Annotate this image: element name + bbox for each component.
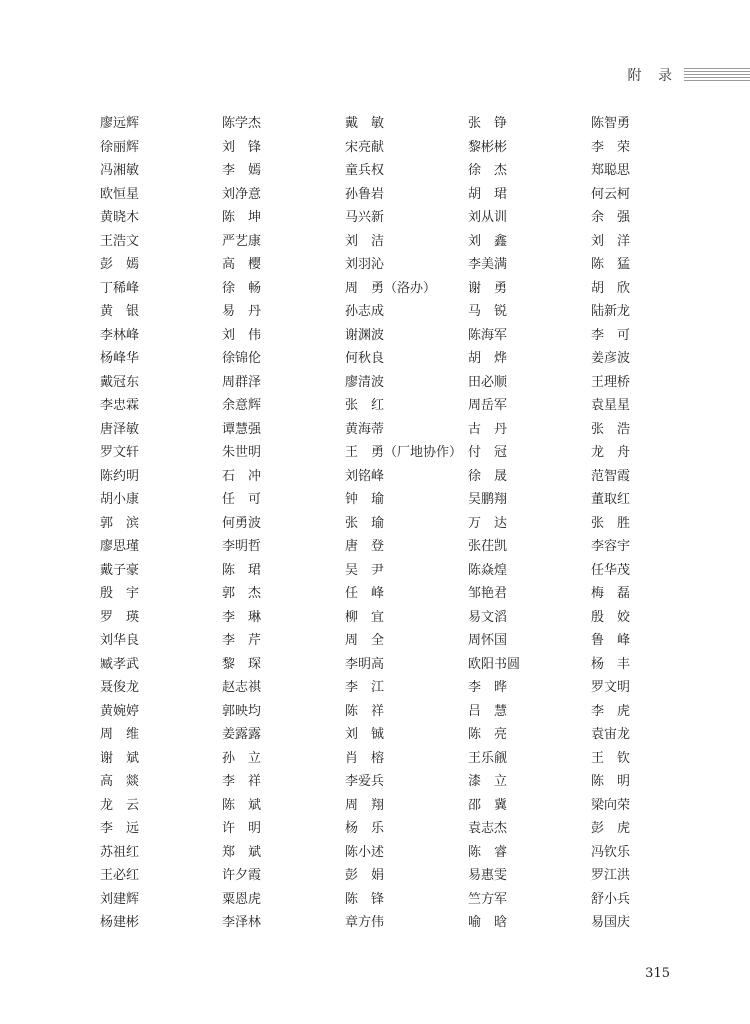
person-name: 田必顺 [468, 374, 508, 390]
person-name: 宋亮献 [345, 139, 385, 155]
person-name: 任 峰 [345, 586, 385, 601]
person-name: 陈学杰 [222, 116, 262, 131]
person-name: 张 瑜 [345, 515, 385, 531]
person-name: 竺方军 [468, 891, 508, 907]
person-name: 李美满 [468, 257, 508, 272]
person-name: 李 虎 [591, 703, 631, 719]
person-name: 郭映均 [222, 703, 262, 719]
name-column-3 [345, 112, 475, 935]
person-name: 龙 舟 [591, 445, 631, 460]
person-name: 冯湘敏 [100, 163, 140, 178]
person-name: 鲁 峰 [591, 633, 631, 648]
person-name: 郭 滨 [100, 515, 140, 531]
person-name: 王 勇（厂地协作） [345, 445, 463, 460]
person-name: 李 晔 [468, 680, 508, 695]
person-name: 梁向荣 [591, 797, 631, 813]
person-name: 刘建辉 [100, 891, 140, 907]
person-name: 杨 丰 [591, 656, 631, 672]
name-column-2 [222, 112, 352, 935]
person-name: 陈 锋 [345, 891, 385, 907]
person-name: 范智霞 [591, 468, 631, 484]
person-name: 陆新龙 [591, 304, 631, 319]
person-name: 陈 珺 [222, 562, 262, 578]
person-name: 舒小兵 [591, 891, 631, 907]
person-name: 陈 祥 [345, 703, 385, 719]
person-name: 刘 伟 [222, 327, 262, 343]
person-name: 袁志杰 [468, 821, 508, 836]
person-name: 易文滔 [468, 609, 508, 625]
person-name: 李 可 [591, 327, 631, 343]
person-name: 廖清波 [345, 374, 385, 390]
person-name: 周 勇（洛办） [345, 280, 437, 296]
name-column-5 [591, 112, 721, 935]
person-name: 龙 云 [100, 797, 140, 813]
person-name: 谢渊波 [345, 327, 385, 343]
person-name: 易国庆 [591, 915, 631, 930]
person-name: 周 维 [100, 727, 140, 742]
person-name: 何勇波 [222, 515, 262, 531]
person-name: 陈智勇 [591, 116, 631, 131]
person-name: 彭 虎 [591, 821, 631, 836]
person-name: 朱世明 [222, 445, 262, 460]
person-name: 张茌凯 [468, 539, 508, 554]
page-number: 315 [645, 966, 670, 981]
section-title: 附 录 [627, 68, 678, 84]
person-name: 徐丽辉 [100, 139, 140, 155]
person-name: 高 燚 [100, 774, 140, 789]
person-name: 刘净意 [222, 186, 262, 202]
person-name: 陈小述 [345, 844, 385, 860]
person-name: 黄海蒂 [345, 421, 385, 437]
person-name: 陈海军 [468, 327, 508, 343]
person-name: 喻 晗 [468, 915, 508, 930]
name-column-4 [468, 112, 598, 935]
person-name: 李容宇 [591, 539, 631, 554]
person-name: 陈 猛 [591, 257, 631, 272]
person-name: 张 铮 [468, 116, 508, 131]
person-name: 易 丹 [222, 304, 262, 319]
person-name: 郭 杰 [222, 586, 262, 601]
person-name: 刘铭峰 [345, 468, 385, 484]
person-name: 徐 杰 [468, 163, 508, 178]
person-name: 臧孝武 [100, 656, 140, 672]
running-header [628, 64, 750, 86]
person-name: 童兵权 [345, 163, 385, 178]
person-name: 陈焱煌 [468, 562, 508, 578]
person-name: 胡 烨 [468, 351, 508, 366]
person-name: 黎 琛 [222, 656, 262, 672]
person-name: 付 冠 [468, 445, 508, 460]
person-name: 陈 亮 [468, 727, 508, 742]
person-name: 李 江 [345, 680, 385, 695]
person-name: 陈 斌 [222, 797, 262, 813]
person-name: 徐 畅 [222, 280, 262, 296]
person-name: 胡 珺 [468, 186, 508, 202]
person-name: 唐 登 [345, 539, 385, 554]
person-name: 姜露露 [222, 727, 262, 742]
person-name: 易惠雯 [468, 868, 508, 883]
person-name: 吕 慧 [468, 703, 508, 719]
person-name: 王乐觎 [468, 750, 508, 766]
person-name: 马兴新 [345, 210, 385, 225]
person-name: 张 红 [345, 398, 385, 413]
person-name: 杨 乐 [345, 821, 385, 836]
person-name: 袁星星 [591, 398, 631, 413]
person-name: 周 全 [345, 633, 385, 648]
person-name: 刘羽沁 [345, 257, 385, 272]
name-column-1 [100, 112, 230, 935]
person-name: 杨峰华 [100, 351, 140, 366]
person-name: 胡小康 [100, 492, 140, 507]
person-name: 丁稀峰 [100, 280, 140, 296]
person-name: 张 胜 [591, 515, 631, 531]
person-name: 周岳军 [468, 398, 508, 413]
person-name: 张 浩 [591, 421, 631, 437]
person-name: 钟 瑜 [345, 492, 385, 507]
person-name: 万 达 [468, 515, 508, 531]
person-name: 谢 斌 [100, 750, 140, 766]
person-name: 李明哲 [222, 539, 262, 554]
person-name: 唐泽敏 [100, 421, 140, 437]
person-name: 李明高 [345, 656, 385, 672]
person-name: 李泽林 [222, 915, 262, 930]
person-name: 陈 睿 [468, 844, 508, 860]
person-name: 罗 瑛 [100, 609, 140, 625]
person-name: 聂俊龙 [100, 680, 140, 695]
person-name: 李爱兵 [345, 774, 385, 789]
person-name: 何秋良 [345, 351, 385, 366]
person-name: 漆 立 [468, 774, 508, 789]
person-name: 黄 银 [100, 304, 140, 319]
person-name: 刘 鑫 [468, 233, 508, 249]
person-name: 黄婉婷 [100, 703, 140, 719]
person-name: 高 樱 [222, 257, 262, 272]
person-name: 彭 娟 [345, 868, 385, 883]
person-name: 周 翔 [345, 797, 385, 813]
person-name: 罗文明 [591, 680, 631, 695]
person-name: 刘 锋 [222, 139, 262, 155]
person-name: 刘 洁 [345, 233, 385, 249]
person-name: 王理桥 [591, 374, 631, 390]
person-name: 周怀国 [468, 633, 508, 648]
person-name: 柳 宜 [345, 609, 385, 625]
person-name: 梅 磊 [591, 586, 631, 601]
person-name: 任华茂 [591, 562, 631, 578]
person-name: 彭 嫣 [100, 257, 140, 272]
person-name: 谭慧强 [222, 421, 262, 437]
person-name: 冯钦乐 [591, 844, 631, 860]
person-name: 廖思瑾 [100, 539, 140, 554]
person-name: 王必红 [100, 868, 140, 883]
person-name: 郑 斌 [222, 844, 262, 860]
person-name: 董取红 [591, 492, 631, 507]
person-name: 李忠霖 [100, 398, 140, 413]
person-name: 刘从训 [468, 210, 508, 225]
person-name: 胡 欣 [591, 280, 631, 296]
person-name: 杨建彬 [100, 915, 140, 930]
person-name: 廖远辉 [100, 116, 140, 131]
person-name: 陈 坤 [222, 210, 262, 225]
person-name: 古 丹 [468, 421, 508, 437]
person-name: 黎彬彬 [468, 139, 508, 155]
person-name: 吴鹏翔 [468, 492, 508, 507]
person-name: 戴 敏 [345, 116, 385, 131]
person-name: 陈约明 [100, 468, 140, 484]
person-name: 孙志成 [345, 304, 385, 319]
person-name: 吴 尹 [345, 562, 385, 578]
person-name: 孙 立 [222, 750, 262, 766]
person-name: 黄晓木 [100, 210, 140, 225]
person-name: 戴冠东 [100, 374, 140, 390]
person-name: 李 远 [100, 821, 140, 836]
person-name: 谢 勇 [468, 280, 508, 296]
person-name: 罗江洪 [591, 868, 631, 883]
person-name: 严艺康 [222, 233, 262, 249]
person-name: 袁宙龙 [591, 727, 631, 742]
person-name: 欧阳书圆 [468, 656, 521, 672]
person-name: 李 祥 [222, 774, 262, 789]
person-name: 罗文轩 [100, 445, 140, 460]
person-name: 周群泽 [222, 374, 262, 390]
person-name: 刘 洋 [591, 233, 631, 249]
person-name: 王浩文 [100, 233, 140, 249]
person-name: 姜彦波 [591, 351, 631, 366]
person-name: 李 芹 [222, 633, 262, 648]
person-name: 石 冲 [222, 468, 262, 484]
header-rule-decoration [684, 68, 750, 82]
person-name: 苏祖红 [100, 844, 140, 860]
person-name: 李 荣 [591, 139, 631, 155]
person-name: 王 钦 [591, 750, 631, 766]
person-name: 许夕霞 [222, 868, 262, 883]
person-name: 李 嫣 [222, 163, 262, 178]
person-name: 郑聪思 [591, 163, 631, 178]
person-name: 殷 姣 [591, 609, 631, 625]
person-name: 徐锦伦 [222, 351, 262, 366]
person-name: 余 强 [591, 210, 631, 225]
person-name: 赵志祺 [222, 680, 262, 695]
person-name: 殷 宇 [100, 586, 140, 601]
person-name: 马 锐 [468, 304, 508, 319]
person-name: 肖 榕 [345, 750, 385, 766]
person-name: 陈 明 [591, 774, 631, 789]
person-name: 徐 晟 [468, 468, 508, 484]
person-name: 任 可 [222, 492, 262, 507]
person-name: 粟恩虎 [222, 891, 262, 907]
person-name: 邵 冀 [468, 797, 508, 813]
person-name: 邹艳君 [468, 586, 508, 601]
person-name: 章方伟 [345, 915, 385, 930]
person-name: 何云柯 [591, 186, 631, 202]
person-name: 许 明 [222, 821, 262, 836]
person-name: 孙鲁岩 [345, 186, 385, 202]
person-name: 欧恒星 [100, 186, 140, 202]
person-name: 李 琳 [222, 609, 262, 625]
person-name: 李林峰 [100, 327, 140, 343]
person-name: 刘 铖 [345, 727, 385, 742]
person-name: 刘华良 [100, 633, 140, 648]
person-name: 戴子豪 [100, 562, 140, 578]
person-name: 余意辉 [222, 398, 262, 413]
